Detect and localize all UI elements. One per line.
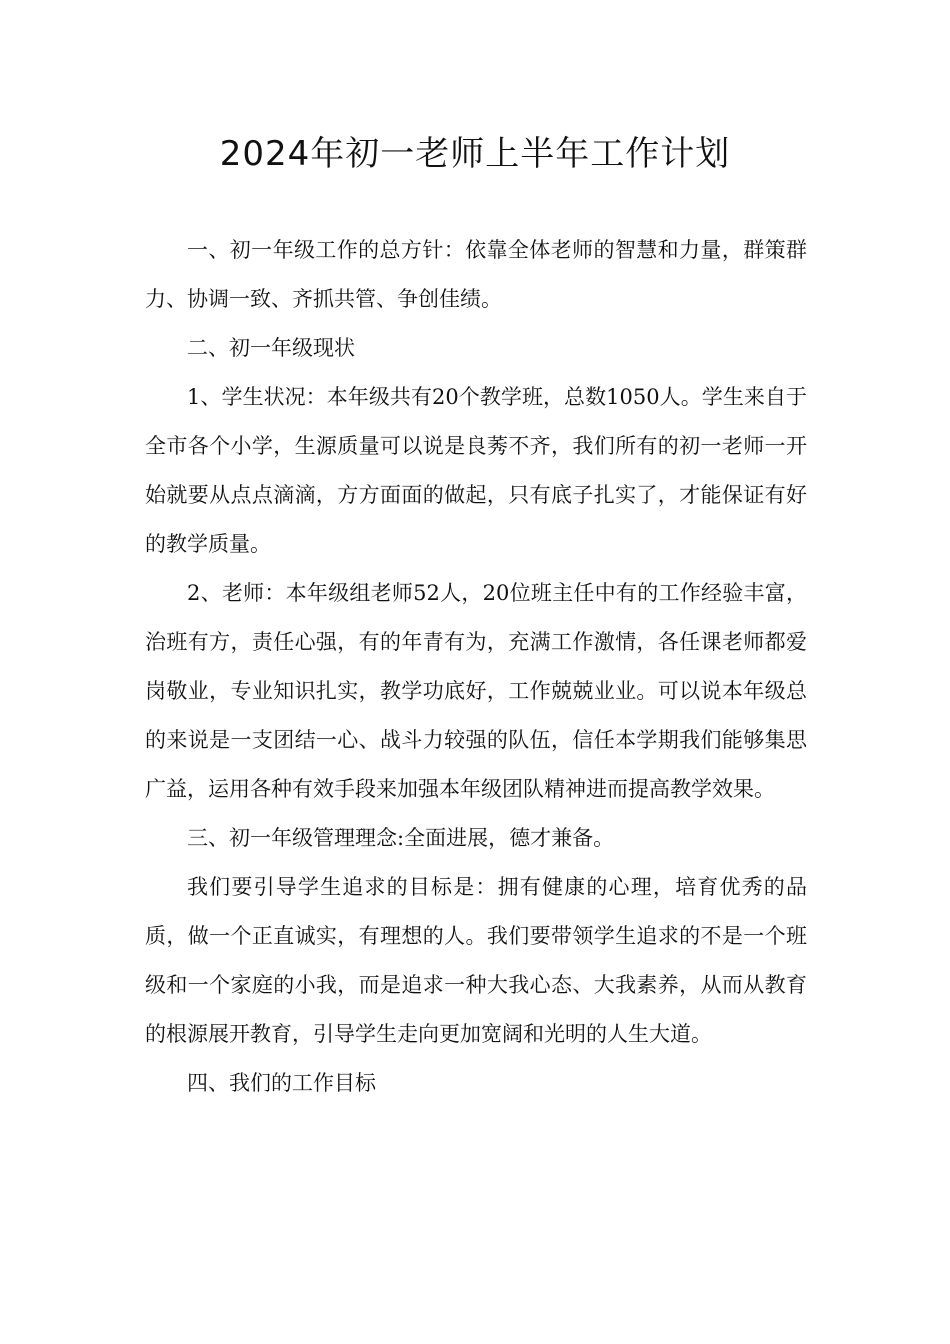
paragraph-student-status: 1、学生状况：本年级共有20个教学班，总数1050人。学生来自于全市各个小学，生源质量可以说是良莠不齐，我们所有的初一老师一开始就要从点点滴滴，方方面面的做起，只有底子扎实了，才能保证有好的教学质量。 [145, 385, 807, 556]
paragraph-management-concept: 三、初一年级管理理念:全面进展，德才兼备。 [187, 826, 615, 850]
paragraph-student-goals: 我们要引导学生追求的目标是：拥有健康的心理，培育优秀的品质，做一个正直诚实，有理想的人。我们要带领学生追求的不是一个班级和一个家庭的小我，而是追求一种大我心态、大我素养，从而从教育的根源展开教育，引导学生走向更加宽阔和光明的人生大道。 [145, 875, 807, 1046]
document-title: 2024年初一老师上半年工作计划 [219, 134, 731, 174]
paragraph-guideline: 一、初一年级工作的总方针：依靠全体老师的智慧和力量，群策群力、协调一致、齐抓共管、争创佳绩。 [145, 238, 807, 311]
paragraph-status-heading: 二、初一年级现状 [187, 336, 355, 360]
document-body [145, 226, 807, 1108]
paragraph-teachers: 2、老师：本年级组老师52人，20位班主任中有的工作经验丰富，治班有方，责任心强，有的年青有为，充满工作激情，各任课老师都爱岗敬业，专业知识扎实，教学功底好，工作兢兢业业。可以说本年级总的来说是一支团结一心、战斗力较强的队伍，信任本学期我们能够集思广益，运用各种有效手段来加强本年级团队精神进而提高教学效果。 [145, 581, 807, 801]
paragraph-work-goals-heading: 四、我们的工作目标 [187, 1071, 376, 1095]
